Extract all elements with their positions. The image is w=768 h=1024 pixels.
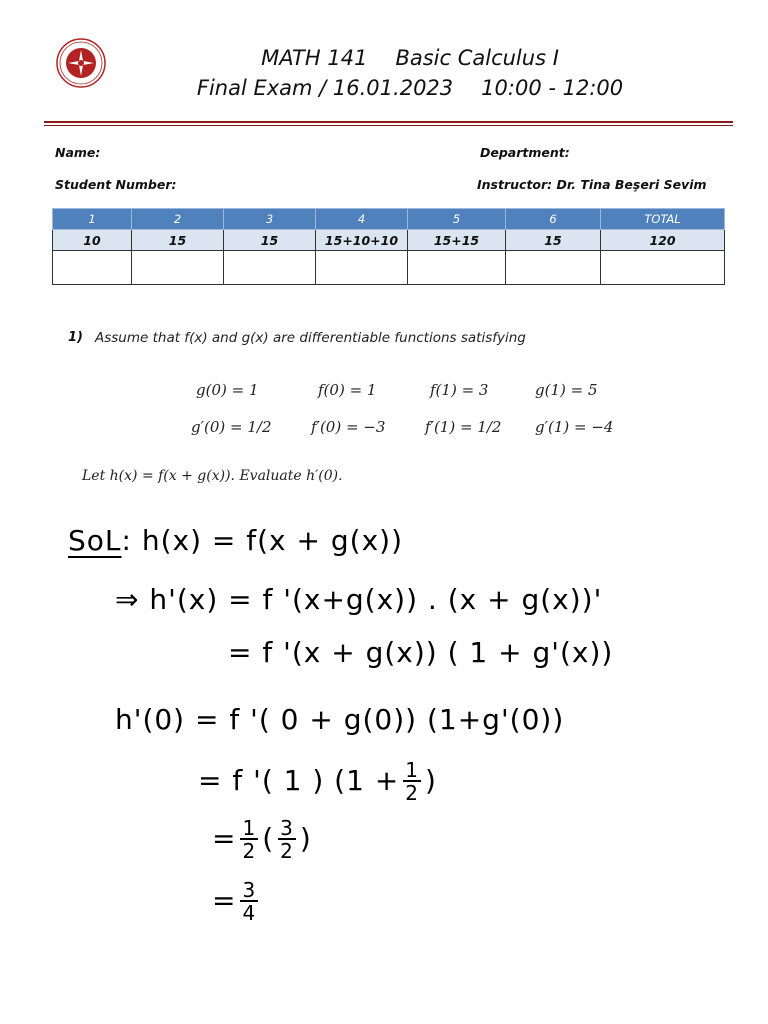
fraction-denominator: 4 (242, 901, 257, 925)
course-title: Basic Calculus I (395, 46, 559, 70)
open-paren: ( (262, 822, 275, 855)
points-cell: 15 (132, 230, 224, 251)
fraction-numerator: 1 (405, 758, 420, 782)
condition: g(0) = 1 (196, 381, 259, 399)
solution-line-1-text: : h(x) = f(x + g(x)) (121, 524, 404, 557)
instructor-name: Dr. Tina Beşeri Sevim (556, 177, 707, 192)
equals-sign: = (212, 884, 237, 917)
exam-time: 10:00 - 12:00 (481, 76, 624, 100)
condition: f(1) = 3 (430, 381, 489, 399)
score-entry-cell (601, 251, 725, 285)
implies-arrow: ⇒ (115, 583, 140, 616)
course-code: MATH 141 (261, 46, 368, 70)
header-cell: 4 (316, 209, 408, 230)
fraction (403, 760, 421, 804)
points-cell: 15+10+10 (316, 230, 408, 251)
points-cell: 15+15 (408, 230, 506, 251)
equals-sign: = (212, 822, 237, 855)
question-prompt: Let h(x) = f(x + g(x)). Evaluate h′(0). (82, 468, 343, 484)
fraction (278, 818, 296, 862)
score-entry-cell (408, 251, 506, 285)
header-divider (44, 121, 733, 123)
instructor-label: Instructor: (477, 177, 553, 192)
condition: f′(1) = 1/2 (425, 418, 502, 436)
solution-line-2 (115, 583, 602, 616)
score-entry-cell (132, 251, 224, 285)
fraction-denominator: 2 (280, 839, 294, 863)
condition: f′(0) = −3 (311, 418, 386, 436)
exam-date: Final Exam / 16.01.2023 (196, 76, 454, 100)
department-label: Department: (480, 145, 570, 160)
solution-label: SoL (68, 524, 122, 557)
scores-entry-row (53, 251, 725, 285)
points-cell: 120 (601, 230, 725, 251)
solution-line-7 (212, 880, 262, 924)
close-paren: ) (299, 822, 312, 855)
solution-line-4: h'(0) = f '( 0 + g(0)) (1+g'(0)) (115, 703, 565, 736)
fraction (240, 818, 258, 862)
header-cell: TOTAL (601, 209, 725, 230)
fraction-numerator: 3 (280, 816, 294, 840)
question-number: 1) (68, 330, 83, 345)
fraction-denominator: 2 (242, 839, 257, 863)
solution-line-5 (198, 760, 437, 804)
header-divider-thin (44, 125, 733, 126)
points-cell: 15 (506, 230, 601, 251)
condition: g(1) = 5 (535, 381, 598, 399)
condition: f(0) = 1 (318, 381, 377, 399)
header-cell: 6 (506, 209, 601, 230)
solution-line-2-text: h'(x) = f '(x+g(x)) . (x + g(x))' (149, 583, 603, 616)
fraction-denominator: 2 (405, 781, 420, 805)
header-cell: 2 (132, 209, 224, 230)
solution-line-5-prefix: = f '( 1 ) (1 + (198, 764, 400, 797)
score-entry-cell (506, 251, 601, 285)
score-table (52, 208, 725, 285)
condition: g′(0) = 1/2 (191, 418, 272, 436)
header-cell: 5 (408, 209, 506, 230)
header-cell: 1 (53, 209, 132, 230)
score-entry-cell (224, 251, 316, 285)
question-text: Assume that f(x) and g(x) are differentiable functions satisfying (95, 330, 526, 346)
fraction-numerator: 1 (242, 816, 257, 840)
solution-line-3: = f '(x + g(x)) ( 1 + g'(x)) (228, 636, 614, 669)
solution-line-5-suffix: ) (425, 764, 437, 797)
name-label: Name: (55, 145, 101, 160)
exam-title-line2 (150, 76, 670, 100)
score-table-header-row (53, 209, 725, 230)
instructor-field (477, 177, 707, 192)
fraction-numerator: 3 (242, 878, 257, 902)
student-number-label: Student Number: (55, 177, 177, 192)
solution-line-1 (68, 524, 403, 557)
fraction (240, 880, 258, 924)
solution-line-6 (212, 818, 312, 862)
score-entry-cell (316, 251, 408, 285)
points-cell: 15 (224, 230, 316, 251)
condition: g′(1) = −4 (535, 418, 614, 436)
exam-title-line1 (150, 46, 670, 70)
university-seal-logo (56, 38, 106, 88)
header-cell: 3 (224, 209, 316, 230)
score-entry-cell (53, 251, 132, 285)
points-cell: 10 (53, 230, 132, 251)
points-row (53, 230, 725, 251)
